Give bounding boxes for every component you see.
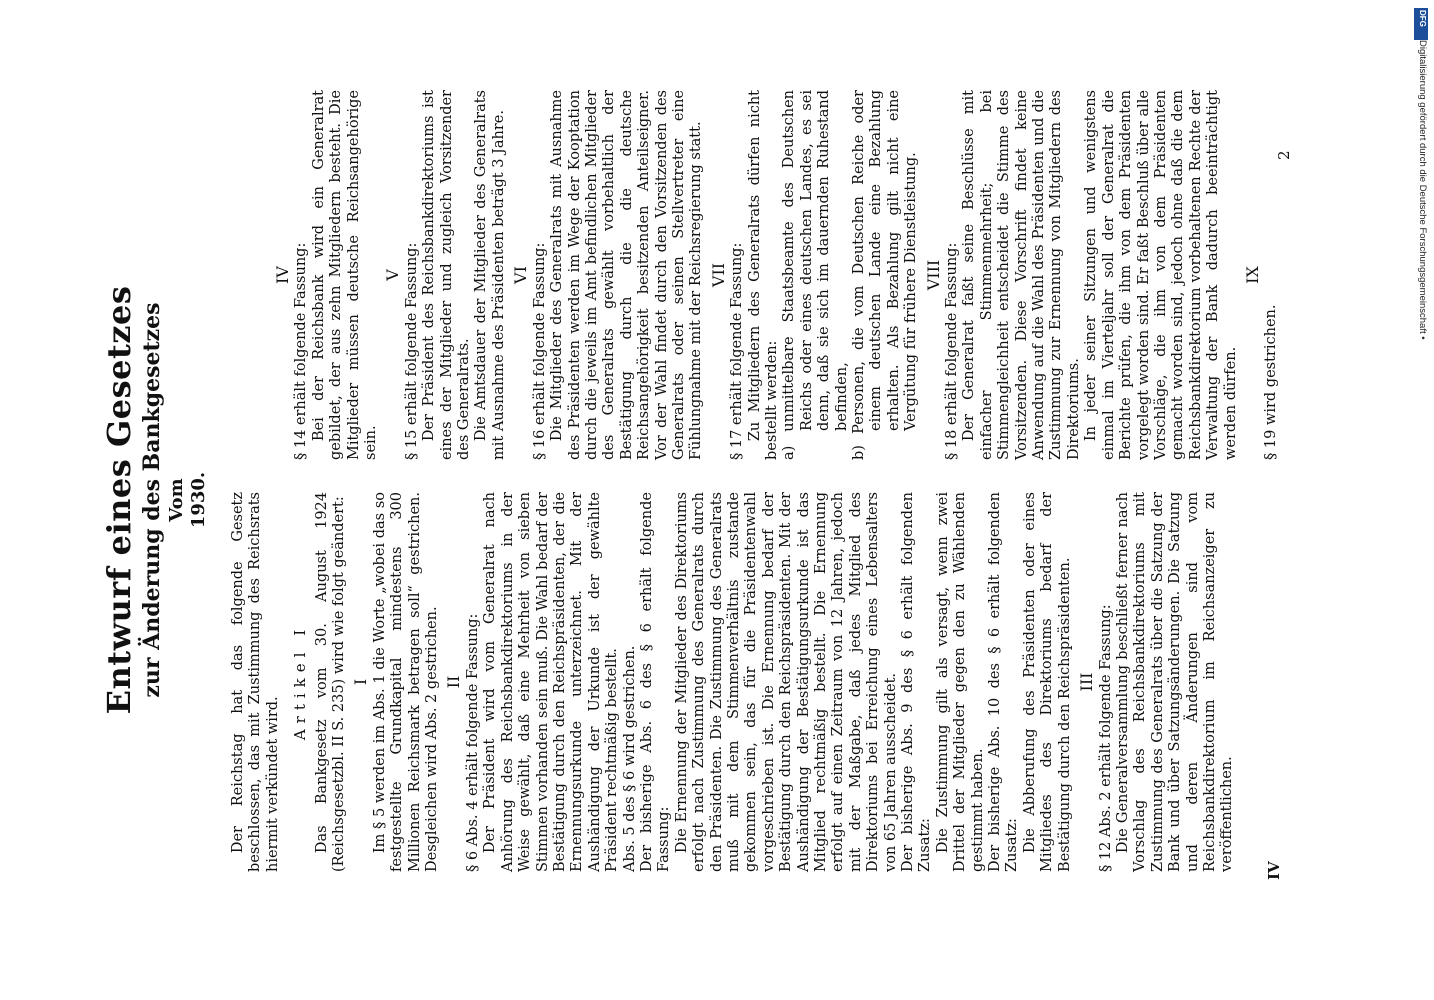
intro-paragraph: Der Reichstag hat das folgende Gesetz beschlossen, das mit Zustimmung des Reichsrats hiermit verkündet wird. [230, 492, 281, 872]
section-paragraph: Bei der Reichsbank wird ein Generalrat gebildet, der aus zehn Mitgliedern besteht. Die Mitglieder müssen deutsche Reichsangehörige sein. [310, 90, 380, 460]
dfg-logo [1414, 8, 1428, 40]
section-paragraph: Abs. 5 des § 6 wird gestrichen. [621, 645, 638, 872]
section-paragraph: Zu Mitgliedern des Generalrats dürfen nicht bestellt werden: [746, 90, 780, 460]
article-heading: Artikel I [291, 623, 310, 741]
section-intro: § 18 erhält folgende Fassung: [944, 242, 961, 460]
section-number: I [351, 678, 371, 686]
year-line: 1930. [188, 471, 209, 529]
section-paragraph: In jeder seiner Sitzungen und wenigstens einmal im Vierteljahr soll der Generalrat die Berichte prüfen, die ihm von dem Präsidenten vorgelegt worden sind. Er faßt Beschluß über alle Vorschläge, die ihm von dem Präsidenten gemacht worden sind, jedoch ohne daß die dem Reichsbankdirektorium vorbehaltenen Rechte der Verwaltung der Bank dadurch beeinträchtigt werden dürfen. [1083, 90, 1239, 460]
section-intro: § 16 erhält folgende Fassung: [531, 242, 548, 460]
list-item: a) unmittelbare Staatsbeamte des Deutschen Reichs oder eines deutschen Landes, es sei denn, daß sie sich im dauernden Ruhestand befinden, [781, 90, 850, 460]
section-number: IX [1242, 266, 1262, 284]
section-number: II [444, 675, 464, 689]
section-paragraph: Der Präsident wird vom Generalrat nach Anhörung des Reichsbankdirektoriums in der Weise gewählt, daß eine Mehrheit von sieben Stimmen vorhanden sein muß. Die Wahl bedarf der Bestätigung durch den Reichspräsidenten, der die Ernennungsurkunde unterzeichnet. Mit der Aushändigung der Urkunde ist der gewählte Präsident rechtmäßig bestellt. [482, 492, 621, 872]
article-paragraph: Das Bankgesetz vom 30. August 1924 (Reichsgesetzbl. II S. 235) wird wie folgt geändert: [313, 492, 348, 872]
section-intro: § 17 erhält folgende Fassung: [729, 242, 746, 460]
section-number: VI [511, 266, 531, 284]
section-intro: Der bisherige Abs. 6 des § 6 erhält folgende Fassung: [638, 492, 673, 872]
section-intro: § 12 Abs. 2 erhält folgende Fassung: [1097, 604, 1114, 872]
section-paragraph: Im § 5 werden im Abs. 1 die Worte „wobei das so festgestellte Grundkapital mindestens 300 Millionen Reichsmark betragen soll“ gestrichen. Desgleichen wird Abs. 2 gestrichen. [371, 492, 441, 872]
left-column [230, 492, 1237, 872]
date-line: Vom [166, 478, 187, 522]
section-paragraph: Der Präsident des Reichsbankdirektoriums ist eines der Mitglieder und zugleich Vorsitzender des Generalrats. [421, 90, 473, 460]
section-number: III [1077, 672, 1097, 692]
section-paragraph: Der Generalrat faßt seine Beschlüsse mit einfacher Stimmenmehrheit; bei Stimmengleichheit entscheidet die Stimme des Vorsitzenden. Diese Vorschrift findet keine Anwendung auf die Wahl des Präsidenten und die Zustimmung zur Ernennung von Mitgliedern des Direktoriums. [961, 90, 1082, 460]
page-number: 2 [1275, 150, 1293, 160]
section-paragraph: Die Generalversammlung beschließt ferner nach Vorschlag des Reichsbankdirektoriums mit Zustimmung des Generalrats über die Satzung der Bank und über Satzungsänderungen. Die Satzung und deren Änderungen sind vom Reichsbankdirektorium im Reichsanzeiger zu veröffentlichen. [1114, 492, 1236, 872]
section-paragraph: Die Amtsdauer der Mitglieder des Generalrats mit Ausnahme des Präsidenten beträgt 3 Jahre. [473, 90, 507, 460]
section-intro: Der bisherige Abs. 9 des § 6 erhält folgenden Zusatz: [900, 492, 934, 872]
section-number: VII [708, 262, 728, 288]
section-intro: Der bisherige Abs. 10 des § 6 erhält folgenden Zusatz: [987, 492, 1021, 872]
section-number: VIII [923, 259, 943, 291]
section-intro: § 14 erhält folgende Fassung: [293, 242, 310, 460]
section-intro: § 6 Abs. 4 erhält folgende Fassung: [464, 613, 481, 872]
section-paragraph: § 19 wird gestrichen. [1263, 304, 1280, 460]
dfg-logo-text: DFG [1418, 10, 1427, 27]
list-item: b) Personen, die vom Deutschen Reiche oder einem deutschen Lande eine Bezahlung erhalten. Als Bezahlung gilt nicht eine Vergütung für frühere Dienstleistung. [851, 90, 920, 460]
section-intro: § 15 erhält folgende Fassung: [403, 242, 420, 460]
document-title: Entwurf eines Gesetzes [100, 285, 138, 715]
section-number: IV [273, 266, 292, 284]
section-paragraph: Die Ernennung der Mitglieder des Direktoriums erfolgt nach Zustimmung des Generalrats durch den Präsidenten. Die Zustimmung des Generalrats muß mit dem Stimmenverhältnis zustande gekommen sein, das für die Präsidentenwahl vorgeschrieben ist. Die Ernennung bedarf der Bestätigung durch den Reichspräsidenten. Mit der Aushändigung der Bestätigungsurkunde ist das Mitglied rechtmäßig bestellt. Die Ernennung erfolgt auf einen Zeitraum von 12 Jahren, jedoch mit der Maßgabe, daß jedes Mitglied des Direktoriums bei Erreichung eines Lebensalters von 65 Jahren ausscheidet. [673, 492, 899, 872]
section-paragraph: Die Mitglieder des Generalrats mit Ausnahme des Präsidenten werden im Wege der Kooptation durch die jeweils im Amt befindlichen Mitglieder des Generalrats gewählt vorbehaltlich der Bestätigung durch die die deutsche Reichsangehörigkeit besitzenden Anteilseigner. Vor der Wahl findet durch den Vorsitzenden des Generalrats oder seinen Stellvertreter eine Fühlungnahme mit der Reichsregierung statt. [549, 90, 705, 460]
signature-mark: IV [1265, 861, 1283, 880]
document-header [100, 80, 210, 920]
section-number: V [383, 269, 403, 281]
section-paragraph: Die Zustimmung gilt als versagt, wenn zwei Drittel der Mitglieder gegen den zu Wählenden gestimmt haben. [934, 492, 986, 872]
digitization-credit [1406, 40, 1430, 400]
credit-text: Digitalisierung gefördert durch die Deutsche Forschungsgemeinschaft • [1417, 40, 1428, 340]
document-subtitle: zur Änderung des Bankgesetzes [139, 302, 165, 698]
right-column [270, 90, 1281, 460]
section-paragraph: Die Abberufung des Präsidenten oder eines Mitgliedes des Direktoriums bedarf der Bestätigung durch den Reichspräsidenten. [1021, 492, 1073, 872]
